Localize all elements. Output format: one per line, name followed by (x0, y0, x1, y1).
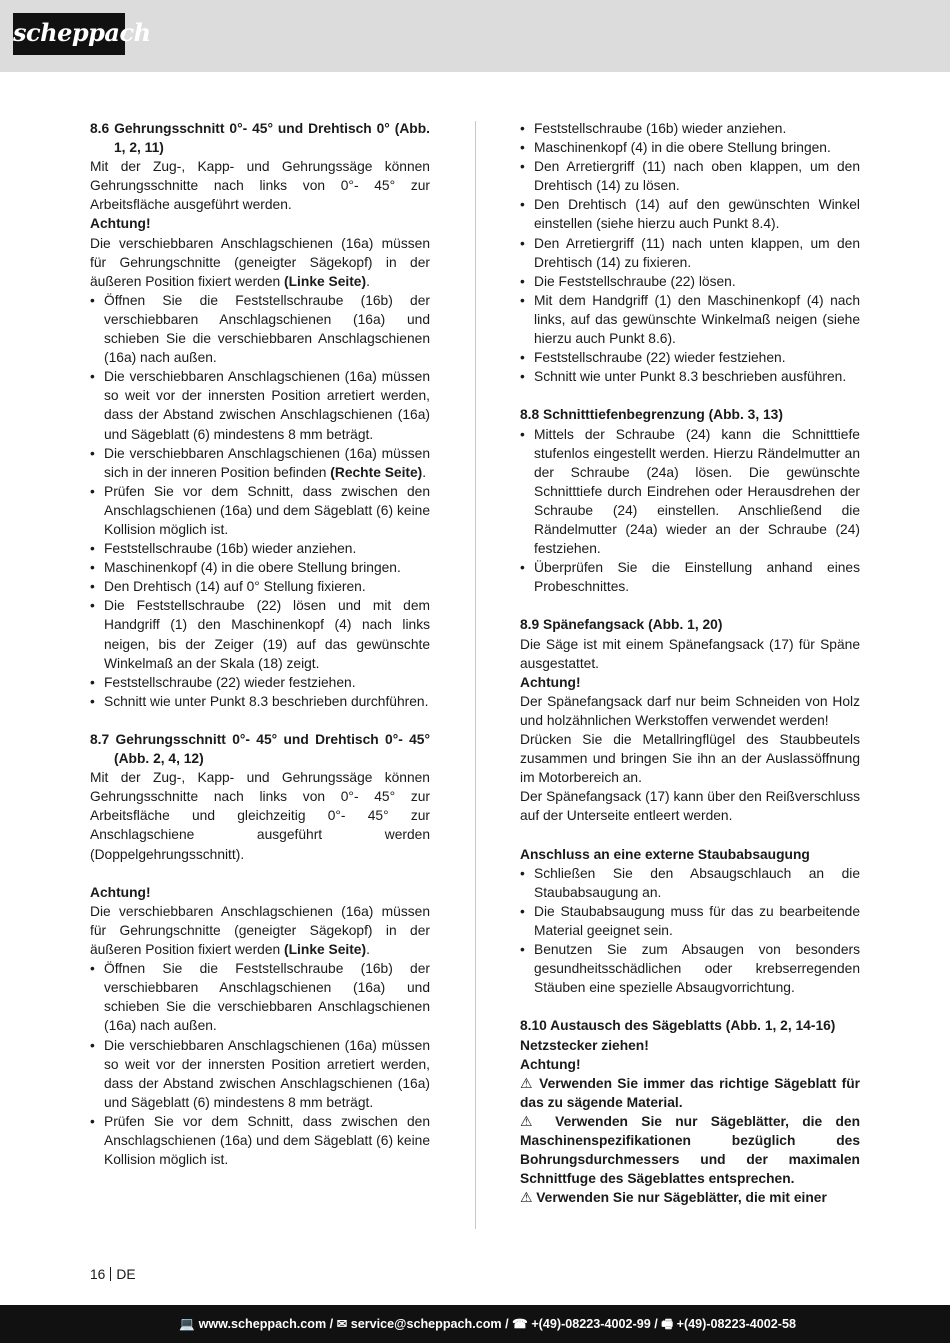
section-8-9-text: Drücken Sie die Metallringflügel des Staubbeutels zusammen und bringen Sie ihn an der Auslassöffnung im Motorbereich an. (520, 732, 860, 786)
spacer (90, 864, 430, 883)
spacer (90, 711, 430, 730)
fax-number: +(49)-08223-4002-58 (676, 1317, 796, 1331)
warning-item: ⚠ Verwenden Sie nur Sägeblätter, die mit einer (520, 1190, 827, 1206)
footer-contact: 💻 www.scheppach.com / ✉ service@scheppach.com / ☎ +(49)-08223-4002-99 / 🖷 +(49)-08223-4002-58 (179, 1317, 796, 1331)
warning-triangle-icon: ⚠ (520, 1075, 534, 1091)
list-item: • Die Feststellschraube (22) lösen und mit dem Handgriff (1) den Maschinenkopf (4) nach links neigen, bis der Zeiger (19) auf das gewünschte Winkelmaß an der Skala (18) zeigt. (90, 596, 430, 672)
page-number-separator (110, 1267, 111, 1281)
section-8-6-achtung: Achtung! (90, 216, 151, 232)
section-8-9-text: Der Spänefangsack darf nur beim Schneiden von Holz und holzähnlichen Werkstoffen verwendet werden! (520, 693, 860, 728)
section-8-7-achtung: Achtung! (90, 884, 151, 900)
external-extraction-list (520, 864, 860, 998)
section-8-6-list (90, 291, 430, 711)
list-item: • Maschinenkopf (4) in die obere Stellung bringen. (90, 558, 430, 577)
section-8-10-achtung: Achtung! (520, 1056, 581, 1072)
section-8-6-title: 8.6 Gehrungsschnitt 0°- 45° und Drehtisch 0° (Abb. 1, 2, 11) (90, 121, 430, 156)
footer-bar (0, 1305, 950, 1343)
list-item: • Prüfen Sie vor dem Schnitt, dass zwischen den Anschlagschienen (16a) und dem Sägeblatt (6) keine Kollision möglich ist. (90, 482, 430, 539)
section-8-10-unplug: Netzstecker ziehen! (520, 1037, 649, 1053)
list-item: • Den Drehtisch (14) auf 0° Stellung fixieren. (90, 577, 430, 596)
list-item: • Den Arretiergriff (11) nach unten klappen, um den Drehtisch (14) zu fixieren. (520, 234, 860, 272)
list-item: • Mit dem Handgriff (1) den Maschinenkopf (4) nach links, auf das gewünschte Winkelmaß neigen (siehe hierzu auch Punkt 8.6). (520, 291, 860, 348)
list-item: • Feststellschraube (22) wieder festziehen. (90, 673, 430, 692)
brand-logo: scheppach (13, 13, 125, 55)
mail-icon: ✉ (336, 1317, 348, 1331)
section-8-9-text: Der Spänefangsack (17) kann über den Reißverschluss auf der Unterseite entleert werden. (520, 789, 860, 824)
section-8-9-title: 8.9 Spänefangsack (Abb. 1, 20) (520, 617, 723, 633)
section-8-7-list-continued (520, 119, 860, 386)
list-item: • Die Staubabsaugung muss für das zu bearbeitende Material geeignet sein. (520, 902, 860, 940)
right-column (520, 119, 860, 1207)
list-item: • Feststellschraube (22) wieder festziehen. (520, 348, 860, 367)
spacer (520, 386, 860, 405)
list-item: • Schnitt wie unter Punkt 8.3 beschrieben durchführen. (90, 692, 430, 711)
list-item: • Die verschiebbaren Anschlagschienen (16a) müssen so weit vor der innersten Position arretiert werden, dass der Abstand zwischen Anschlagschienen (16a) und Sägeblatt (6) mindestens 8 mm beträgt. (90, 1036, 430, 1112)
section-8-6-intro: Mit der Zug-, Kapp- und Gehrungssäge können Gehrungsschnitte nach links von 0°- 45° zur Arbeitsfläche ausgeführt werden. (90, 159, 430, 213)
list-item: • Feststellschraube (16b) wieder anziehen. (90, 539, 430, 558)
list-item: • Den Arretiergriff (11) nach oben klappen, um den Drehtisch (14) zu lösen. (520, 157, 860, 195)
section-8-6-note: Die verschiebbaren Anschlagschienen (16a) müssen für Gehrungschnitte (geneigter Sägekopf) in der äußeren Position fixiert werden (Linke Seite). (90, 235, 430, 289)
list-item: • Maschinenkopf (4) in die obere Stellung bringen. (520, 138, 860, 157)
fax-icon: 🖷 (661, 1317, 674, 1331)
external-extraction-title: Anschluss an eine externe Staubabsaugung (520, 846, 810, 862)
list-item: • Schließen Sie den Absaugschlauch an die Staubabsaugung an. (520, 864, 860, 902)
spacer (520, 596, 860, 615)
list-item: • Prüfen Sie vor dem Schnitt, dass zwischen den Anschlagschienen (16a) und dem Sägeblatt (6) keine Kollision möglich ist. (90, 1112, 430, 1169)
section-8-10-title: 8.10 Austausch des Sägeblatts (Abb. 1, 2, 14-16) (520, 1018, 836, 1034)
section-8-7-list (90, 959, 430, 1169)
list-item: • Die verschiebbaren Anschlagschienen (16a) müssen sich in der inneren Position befinden (Rechte Seite). (90, 444, 430, 482)
left-column (90, 119, 430, 1169)
spacer (520, 825, 860, 844)
section-8-8-title: 8.8 Schnitttiefenbegrenzung (Abb. 3, 13) (520, 407, 783, 423)
list-item: • Mittels der Schraube (24) kann die Schnitttiefe stufenlos eingestellt werden. Hierzu Rändelmutter an der Schraube (24a) lösen. Die gewünschte Schnitttiefe durch Eindrehen oder Herausdrehen der Schraube (24) einstellen. Anschließend die Rändelmutter (24a) wieder an der Schraube (24) festziehen. (520, 425, 860, 559)
list-item: • Schnitt wie unter Punkt 8.3 beschrieben ausführen. (520, 367, 860, 386)
list-item: • Benutzen Sie zum Absaugen von besonders gesundheitsschädlichen oder krebserregenden Stäuben eine spezielle Absaugvorrichtung. (520, 940, 860, 997)
list-item: • Öffnen Sie die Feststellschraube (16b) der verschiebbaren Anschlagschienen (16a) und schieben Sie die verschiebbaren Anschlagschienen (16a) nach außen. (90, 959, 430, 1035)
list-item: • Feststellschraube (16b) wieder anziehen. (520, 119, 860, 138)
list-item: • Den Drehtisch (14) auf den gewünschten Winkel einstellen (siehe hierzu auch Punkt 8.4). (520, 195, 860, 233)
warning-triangle-icon: ⚠ (520, 1190, 533, 1206)
warning-item: ⚠ Verwenden Sie immer das richtige Sägeblatt für das zu sägende Material. (520, 1075, 861, 1110)
email-link[interactable]: service@scheppach.com (350, 1317, 502, 1331)
section-8-9-achtung: Achtung! (520, 674, 581, 690)
section-8-8-list (520, 425, 860, 597)
section-8-7-intro: Mit der Zug-, Kapp- und Gehrungssäge können Gehrungsschnitte nach links von 0°- 45° zur Arbeitsfläche und gleichzeitig 0°- 45° zur Anschlagschiene ausgeführt werden (Doppelgehrungsschnitt). (90, 770, 430, 862)
spacer (520, 997, 860, 1016)
list-item: • Die verschiebbaren Anschlagschienen (16a) müssen so weit vor der innersten Position arretiert werden, dass der Abstand zwischen Anschlagschienen (16a) und Sägeblatt (6) mindestens 8 mm beträgt. (90, 367, 430, 443)
header-bar (0, 0, 950, 72)
section-8-7-note: Die verschiebbaren Anschlagschienen (16a) müssen für Gehrungschnitte (geneigter Sägekopf) in der äußeren Position fixiert werden (Linke Seite). (90, 903, 430, 958)
warning-item: ⚠ Verwenden Sie nur Sägeblätter, die den Maschinenspezifikationen bezüglich des Bohrungsdurchmessers und der maximalen Schnittfuge des Sägeblattes entsprechen. (520, 1113, 860, 1187)
section-8-9-text: Die Säge ist mit einem Spänefangsack (17) für Späne ausgestattet. (520, 636, 860, 671)
list-item: • Die Feststellschraube (22) lösen. (520, 272, 860, 291)
column-divider (475, 121, 476, 1229)
list-item: • Überprüfen Sie die Einstellung anhand eines Probeschnittes. (520, 558, 860, 596)
list-item: • Öffnen Sie die Feststellschraube (16b) der verschiebbaren Anschlagschienen (16a) und schieben Sie die verschiebbaren Anschlagschienen (16a) nach außen. (90, 291, 430, 367)
phone-number: +(49)-08223-4002-99 (531, 1317, 651, 1331)
phone-icon: ☎ (512, 1317, 528, 1331)
page-number: 16 DE (90, 1267, 136, 1282)
warning-triangle-icon: ⚠ (520, 1113, 542, 1129)
computer-icon: 💻 (179, 1317, 196, 1331)
section-8-7-title: 8.7 Gehrungsschnitt 0°- 45° und Drehtisch 0°- 45° (Abb. 2, 4, 12) (90, 732, 430, 767)
website-link[interactable]: www.scheppach.com (198, 1317, 327, 1331)
